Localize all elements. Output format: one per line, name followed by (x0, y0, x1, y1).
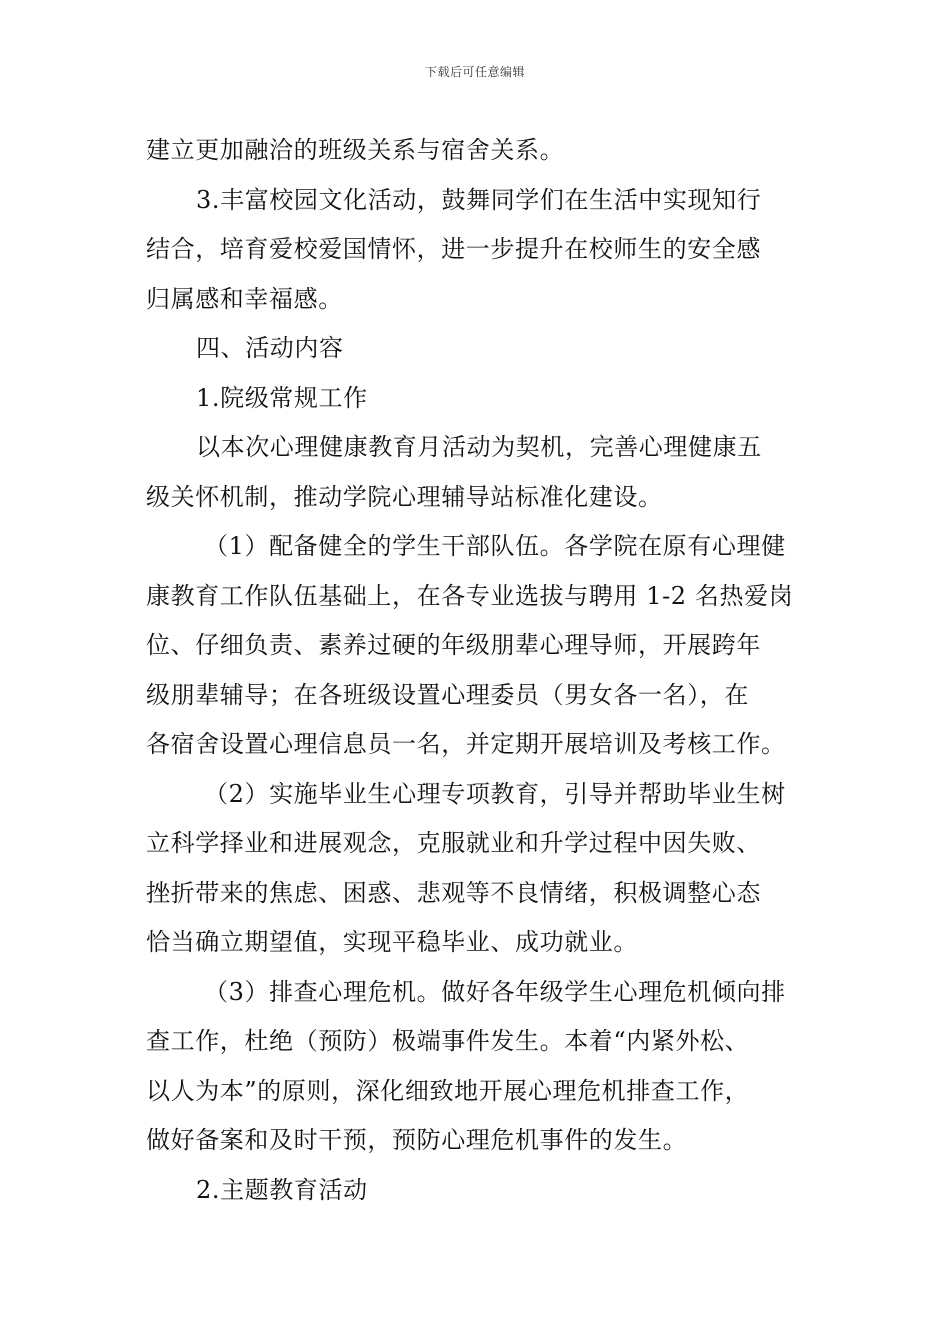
text-line: 各宿舍设置心理信息员一名，并定期开展培训及考核工作。 (146, 730, 786, 758)
text-line: 康教育工作队伍基础上，在各专业选拔与聘用 1-2 名热爱岗 (146, 581, 794, 610)
item-1: （1）配备健全的学生干部队伍。各学院在原有心理健 (204, 532, 786, 560)
text-line: 以人为本”的原则，深化细致地开展心理危机排查工作， (146, 1076, 750, 1105)
list-item-3: 3.丰富校园文化活动，鼓舞同学们在生活中实现知行 (196, 185, 762, 214)
subsection-heading-2: 2.主题教育活动 (196, 1175, 368, 1204)
text-line: 立科学择业和进展观念，克服就业和升学过程中因失败、 (146, 829, 761, 857)
text-line: 恰当确立期望值，实现平稳毕业、成功就业。 (146, 928, 638, 956)
text-line: 建立更加融洽的班级关系与宿舍关系。 (146, 136, 565, 164)
paragraph-start: 以本次心理健康教育月活动为契机，完善心理健康五 (196, 433, 762, 461)
item-2: （2）实施毕业生心理专项教育，引导并帮助毕业生树 (204, 779, 786, 808)
subsection-heading-1: 1.院级常规工作 (196, 383, 368, 412)
text-line: 查工作，杜绝（预防）极端事件发生。本着“内紧外松、 (146, 1027, 750, 1055)
text-line: 做好备案和及时干预，预防心理危机事件的发生。 (146, 1126, 688, 1154)
text-line: 挫折带来的焦虑、困惑、悲观等不良情绪，积极调整心态 (146, 878, 761, 907)
text-line: 级朋辈辅导；在各班级设置心理委员（男女各一名），在 (146, 680, 749, 709)
document-body (146, 126, 806, 1215)
item-3: （3）排查心理危机。做好各年级学生心理危机倾向排 (204, 977, 786, 1006)
page-header-note: 下载后可任意编辑 (424, 65, 525, 79)
text-line: 级关怀机制，推动学院心理辅导站标准化建设。 (146, 482, 663, 511)
section-heading-4: 四、活动内容 (196, 334, 344, 362)
text-line: 位、仔细负责、素养过硬的年级朋辈心理导师，开展跨年 (146, 631, 761, 659)
text-line: 归属感和幸福感。 (146, 284, 343, 313)
text-line: 结合，培育爱校爱国情怀，进一步提升在校师生的安全感 (146, 235, 761, 263)
